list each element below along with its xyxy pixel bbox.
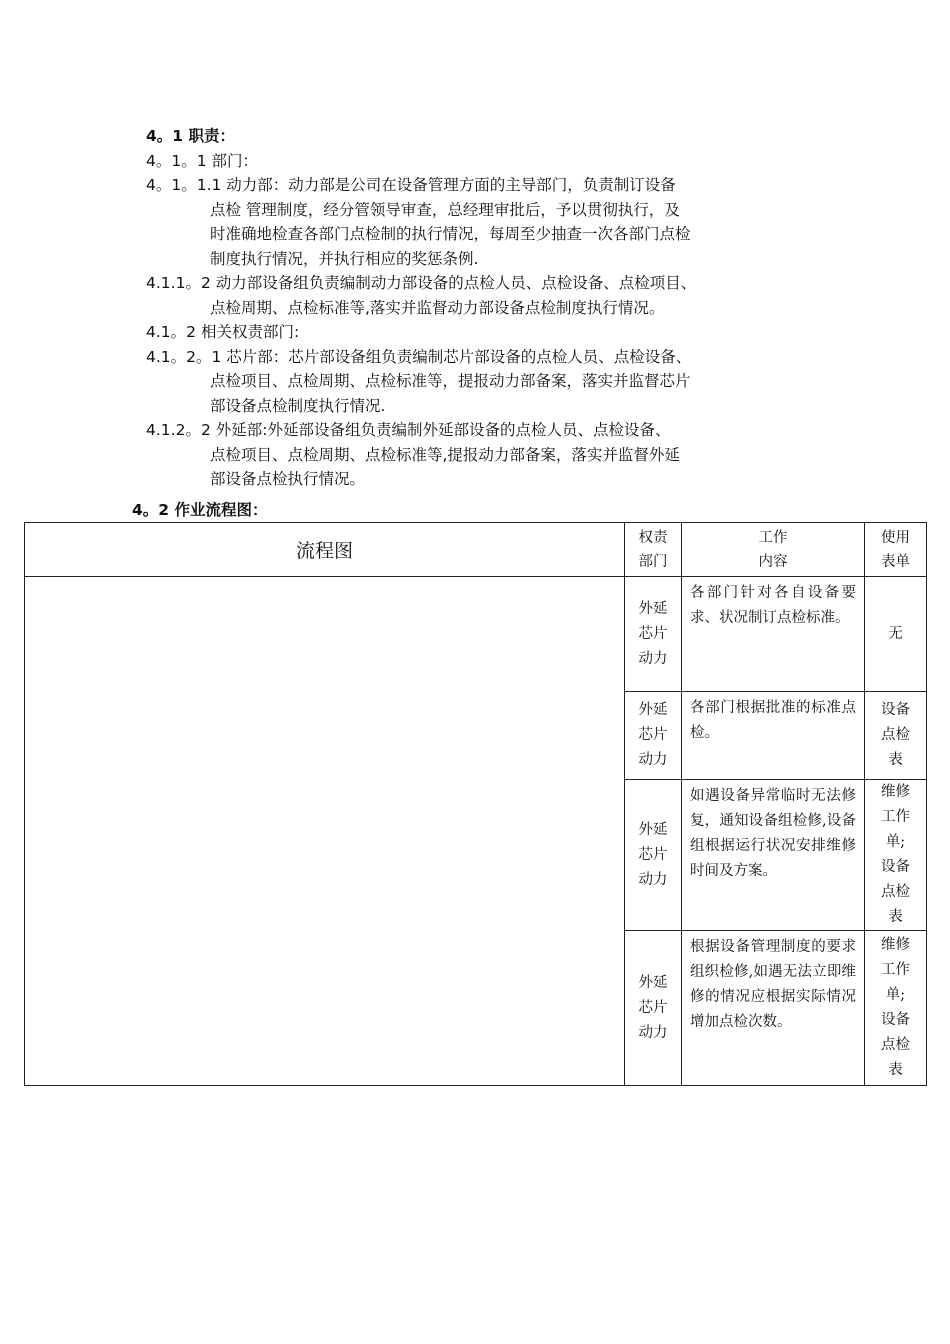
responsibility-section xyxy=(146,124,826,492)
dept-line: 动力 xyxy=(638,871,668,888)
header-forms xyxy=(865,523,927,577)
para-4-1-1-2-line1: 4.1.1。2 动力部设备组负责编制动力部设备的点检人员、点检设备、点检项目、 xyxy=(146,274,697,292)
row-2-department xyxy=(625,692,682,780)
para-4-1-1-1-line4: 制度执行情况，并执行相应的奖惩条例. xyxy=(210,249,479,268)
form-line: 表 xyxy=(888,752,903,768)
dept-line: 外延 xyxy=(638,702,668,718)
heading-4-1-2: 4.1。2 相关权责部门: xyxy=(146,323,300,341)
dept-line: 外延 xyxy=(638,600,668,617)
heading-4-1-1: 4。1。1 部门： xyxy=(146,151,259,170)
row-1-department xyxy=(625,577,682,692)
form-line: 单; xyxy=(885,987,906,1003)
header-work-line1: 工作 xyxy=(758,529,788,546)
form-line: 表 xyxy=(888,909,903,925)
para-4-1-1-2-line2: 点检周期、点检标准等,落实并监督动力部设备点检制度执行情况。 xyxy=(210,298,665,317)
dept-line: 外延 xyxy=(638,974,668,991)
form-line: 点检 xyxy=(881,727,910,743)
para-4-1-2-2-line3: 部设备点检执行情况。 xyxy=(210,470,366,488)
row-4-department xyxy=(625,931,682,1086)
row-2-work-content: 各部门根据批准的标准点检。 xyxy=(682,692,865,780)
para-4-1-1-1-line1: 4。1。1.1 动力部：动力部是公司在设备管理方面的主导部门，负责制订设备 xyxy=(146,176,676,194)
para-4-1-2-2-line1: 4.1.2。2 外延部:外延部设备组负责编制外延部设备的点检人员、点检设备、 xyxy=(146,421,671,439)
row-2-forms xyxy=(865,692,927,780)
dept-line: 芯片 xyxy=(638,846,668,863)
form-line: 无 xyxy=(888,625,903,642)
para-4-1-2-2-line2: 点检项目、点检周期、点检标准等,提报动力部备案，落实并监督外延 xyxy=(210,445,680,464)
header-forms-line1: 使用 xyxy=(881,529,910,546)
form-line: 工作 xyxy=(881,962,910,978)
dept-line: 动力 xyxy=(638,1024,668,1041)
header-work-content xyxy=(682,523,865,577)
form-line: 设备 xyxy=(881,702,910,718)
row-3-forms xyxy=(865,780,927,931)
header-work-line2: 内容 xyxy=(758,553,788,570)
header-department-line1: 权责 xyxy=(638,529,668,546)
table-header-row xyxy=(25,523,927,577)
header-department xyxy=(625,523,682,577)
form-line: 单; xyxy=(885,834,906,850)
heading-4-2: 4。2 作业流程图： xyxy=(132,501,268,519)
row-1-work-content: 各部门针对各自设备要求、状况制订点检标准。 xyxy=(682,577,865,692)
dept-line: 外延 xyxy=(638,821,668,838)
table-row xyxy=(25,577,927,692)
flowchart-area xyxy=(25,577,625,1086)
para-4-1-1-1-line3: 时准确地检查各部门点检制的执行情况，每周至少抽查一次各部门点检 xyxy=(210,225,691,243)
header-flowchart: 流程图 xyxy=(25,523,625,577)
row-3-work-content: 如遇设备异常临时无法修复，通知设备组检修,设备组根据运行状况安排维修时间及方案。 xyxy=(682,780,865,931)
form-line: 工作 xyxy=(881,809,910,825)
row-4-forms xyxy=(865,931,927,1086)
header-forms-line2: 表单 xyxy=(881,553,910,570)
form-line: 点检 xyxy=(881,884,910,900)
form-line: 设备 xyxy=(881,859,910,875)
dept-line: 动力 xyxy=(638,752,668,768)
row-4-work-content: 根据设备管理制度的要求组织检修,如遇无法立即维修的情况应根据实际情况增加点检次数。 xyxy=(682,931,865,1086)
para-4-1-1-1-line2: 点检 管理制度，经分管领导审查，总经理审批后，予以贯彻执行，及 xyxy=(210,200,680,219)
para-4-1-2-1-line2: 点检项目、点检周期、点检标准等，提报动力部备案，落实并监督芯片 xyxy=(210,372,691,390)
row-1-forms xyxy=(865,577,927,692)
dept-line: 芯片 xyxy=(638,999,668,1016)
form-line: 表 xyxy=(888,1062,903,1078)
para-4-1-2-1-line1: 4.1。2。1 芯片部：芯片部设备组负责编制芯片部设备的点检人员、点检设备、 xyxy=(146,347,692,366)
dept-line: 芯片 xyxy=(638,625,668,642)
row-3-department xyxy=(625,780,682,931)
form-line: 点检 xyxy=(881,1037,910,1053)
form-line: 设备 xyxy=(881,1012,910,1028)
para-4-1-2-1-line3: 部设备点检制度执行情况. xyxy=(210,396,386,415)
flowchart-table xyxy=(24,522,927,1086)
heading-4-1: 4。1 职责： xyxy=(146,127,235,145)
dept-line: 芯片 xyxy=(638,727,668,743)
header-department-line2: 部门 xyxy=(638,553,668,570)
form-line: 维修 xyxy=(881,937,910,953)
dept-line: 动力 xyxy=(638,650,668,667)
form-line: 维修 xyxy=(881,784,910,800)
